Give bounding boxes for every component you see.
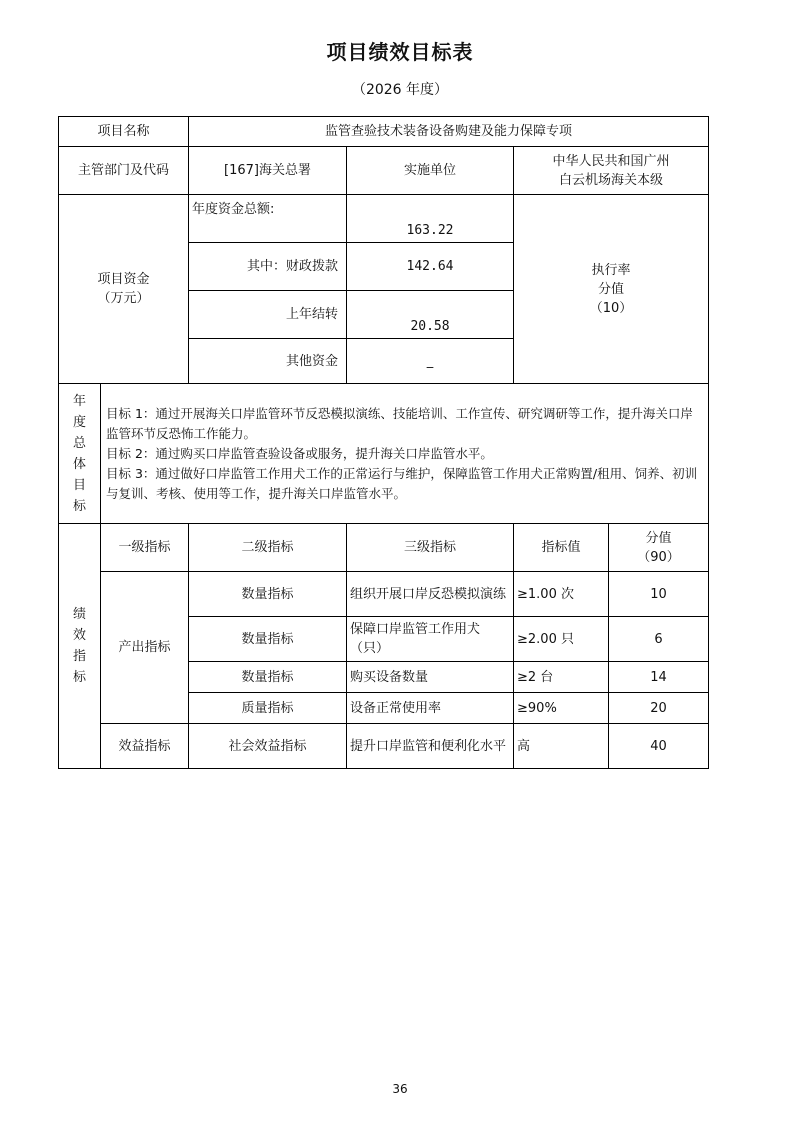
- level3-cell: 提升口岸监管和便利化水平: [347, 724, 514, 769]
- page-subtitle: （2026 年度）: [351, 82, 449, 98]
- impl-unit-line1: 中华人民共和国广州: [552, 153, 670, 169]
- value-cell: ≥2.00 只: [514, 617, 609, 662]
- level3-cell: 组织开展口岸反恐模拟演练: [347, 572, 514, 617]
- goal-1: 目标 1：通过开展海关口岸监管环节反恐模拟演练、技能培训、工作宣传、研究调研等工作，提升海关口岸监管环节反恐怖工作能力。: [106, 405, 693, 441]
- exec-rate-line3: （10）: [589, 300, 633, 316]
- exec-rate-cell: [514, 195, 709, 384]
- project-name-label: 项目名称: [59, 117, 189, 147]
- total-funds-label: 年度资金总额:: [189, 195, 347, 243]
- exec-rate-line1: 执行率: [591, 262, 631, 278]
- total-funds-value: 163.22: [347, 195, 514, 243]
- level2-cell: 社会效益指标: [189, 724, 347, 769]
- annual-goals-label: [59, 384, 101, 524]
- project-name-value: 监管查验技术装备设备购建及能力保障专项: [189, 117, 709, 147]
- level2-cell: 数量指标: [189, 662, 347, 693]
- annual-goals-char: 度: [72, 414, 86, 430]
- dept-label: 主管部门及代码: [59, 147, 189, 195]
- level3-cell: 设备正常使用率: [347, 693, 514, 724]
- value-cell: ≥1.00 次: [514, 572, 609, 617]
- benefit-indicator-label: 效益指标: [101, 724, 189, 769]
- other-funds-label: 其他资金: [189, 339, 347, 384]
- score-cell: 40: [609, 724, 709, 769]
- value-cell: 高: [514, 724, 609, 769]
- goal-2: 目标 2：通过购买口岸监管查验设备或服务，提升海关口岸监管水平。: [106, 445, 493, 461]
- level2-cell: 质量指标: [189, 693, 347, 724]
- fiscal-funds-value: 142.64: [347, 243, 514, 291]
- carryover-value: 20.58: [347, 291, 514, 339]
- header-score-line1: 分值: [645, 530, 672, 546]
- performance-label-char: 绩: [72, 607, 86, 622]
- annual-goals-char: 标: [72, 498, 86, 514]
- dept-value: [167]海关总署: [189, 147, 347, 195]
- value-cell: ≥90%: [514, 693, 609, 724]
- level3-cell: 保障口岸监管工作用犬（只）: [347, 617, 514, 662]
- header-score-line2: （90）: [637, 549, 680, 565]
- annual-goals-text: [101, 384, 709, 524]
- funds-label: [59, 195, 189, 384]
- annual-goals-char: 总: [72, 435, 86, 451]
- impl-unit-line2: 白云机场海关本级: [559, 172, 664, 188]
- header-value: 指标值: [514, 524, 609, 572]
- level2-cell: 数量指标: [189, 572, 347, 617]
- output-indicator-label: 产出指标: [101, 572, 189, 724]
- other-funds-value: _: [347, 339, 514, 384]
- header-score: [609, 524, 709, 572]
- annual-goals-char: 体: [72, 456, 86, 472]
- performance-goal-table: [58, 116, 709, 769]
- performance-label-char: 指: [72, 649, 86, 664]
- score-cell: 10: [609, 572, 709, 617]
- page-title: 项目绩效目标表: [326, 40, 474, 64]
- header-level3: 三级指标: [347, 524, 514, 572]
- score-cell: 20: [609, 693, 709, 724]
- impl-unit-value: [514, 147, 709, 195]
- score-cell: 6: [609, 617, 709, 662]
- table-row: [59, 572, 709, 617]
- funds-label-line1: 项目资金: [97, 272, 150, 287]
- performance-label-char: 标: [72, 670, 86, 685]
- level2-cell: 数量指标: [189, 617, 347, 662]
- fiscal-funds-label: 其中：财政拨款: [189, 243, 347, 291]
- impl-unit-label: 实施单位: [347, 147, 514, 195]
- goal-3: 目标 3：通过做好口岸监管工作用犬工作的正常运行与维护，保障监管工作用犬正常购置/租用、饲养、初训与复训、考核、使用等工作，提升海关口岸监管水平。: [106, 465, 698, 501]
- header-level2: 二级指标: [189, 524, 347, 572]
- header-level1: 一级指标: [101, 524, 189, 572]
- score-cell: 14: [609, 662, 709, 693]
- annual-goals-char: 年: [72, 393, 86, 409]
- performance-indicators-label: [59, 524, 101, 769]
- value-cell: ≥2 台: [514, 662, 609, 693]
- page-number: 36: [392, 1082, 408, 1096]
- carryover-label: 上年结转: [189, 291, 347, 339]
- annual-goals-char: 目: [72, 477, 86, 493]
- exec-rate-line2: 分值: [598, 281, 625, 297]
- performance-label-char: 效: [72, 628, 86, 643]
- funds-label-line2: （万元）: [97, 291, 150, 306]
- table-row: [59, 724, 709, 769]
- level3-cell: 购买设备数量: [347, 662, 514, 693]
